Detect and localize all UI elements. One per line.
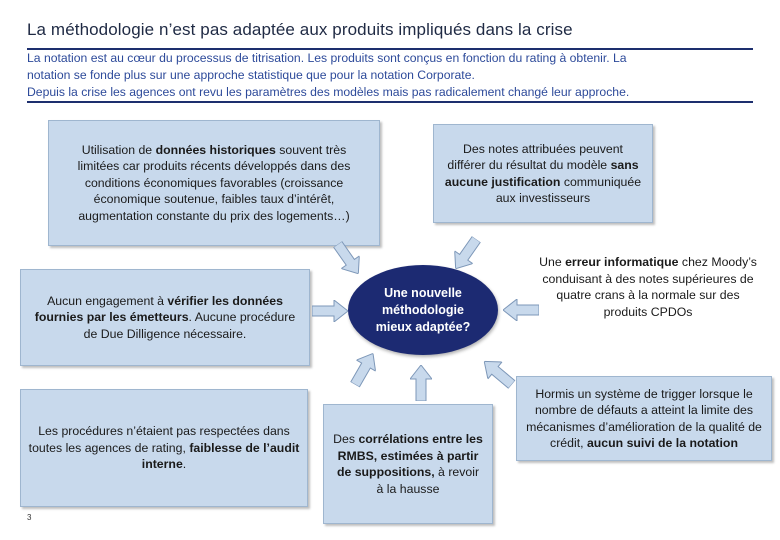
box-procedures bbox=[20, 389, 308, 507]
center-line-1: Une nouvelle bbox=[384, 285, 462, 300]
intro-line-1: La notation est au cœur du processus de titrisation. Les produits sont conçus en fonction du rating à obtenir. La bbox=[27, 51, 627, 65]
arrow-left-icon bbox=[312, 300, 348, 322]
text-computer-error: Une erreur informatique chez Moody’s conduisant à des notes supérieures de quatre crans à la normale sur des produits CPDOs bbox=[539, 255, 757, 319]
center-ellipse bbox=[348, 265, 498, 355]
box-correlations-text: Des corrélations entre les RMBS, estimées à partir de suppositions, à revoir à la hausse bbox=[333, 432, 483, 496]
box-correlations bbox=[323, 404, 493, 524]
box-notes-differ-text: Des notes attribuées peuvent différer du résultat du modèle sans aucune justification communiquée aux investisseurs bbox=[444, 141, 642, 205]
box-historical-data-text: Utilisation de données historiques souvent très limitées car produits récents développés dans des conditions économiques favorables (croissance économique soutenue, faibles taux d’intérêt, augmentation constante du prix des logements…) bbox=[77, 142, 351, 223]
box-trigger-text: Hormis un système de trigger lorsque le nombre de défauts a atteint la limite des mécanismes d’amélioration de la qualité de crédit, aucun suivi de la notation bbox=[526, 386, 762, 450]
box-no-verification bbox=[20, 269, 310, 366]
arrow-right-icon bbox=[503, 299, 539, 321]
page-title: La méthodologie n’est pas adaptée aux produits impliqués dans la crise bbox=[27, 20, 573, 39]
intro-text bbox=[27, 50, 753, 101]
box-historical-data bbox=[48, 120, 380, 246]
box-trigger bbox=[516, 376, 772, 461]
box-procedures-text: Les procédures n’étaient pas respectées dans toutes les agences de rating, faiblesse de l’audit interne. bbox=[28, 424, 300, 472]
page-number: 3 bbox=[27, 513, 32, 522]
box-no-verification-text: Aucun engagement à vérifier les données fournies par les émetteurs. Aucune procédure de Due Dilligence nécessaire. bbox=[34, 293, 296, 341]
box-notes-differ bbox=[433, 124, 653, 223]
arrow-bottom-icon bbox=[410, 365, 432, 401]
intro-line-3: Depuis la crise les agences ont revu les paramètres des modèles mais pas radicalement changé leur approche. bbox=[27, 85, 630, 99]
intro-line-2: notation se fonde plus sur une approche statistique que pour la notation Corporate. bbox=[27, 68, 475, 82]
arrow-bottom-right-icon bbox=[477, 353, 519, 393]
center-line-2: méthodologie bbox=[382, 302, 464, 317]
arrow-bottom-left-icon bbox=[345, 348, 382, 390]
center-line-3: mieux adaptée? bbox=[375, 319, 471, 334]
intro-rule bbox=[27, 101, 753, 103]
